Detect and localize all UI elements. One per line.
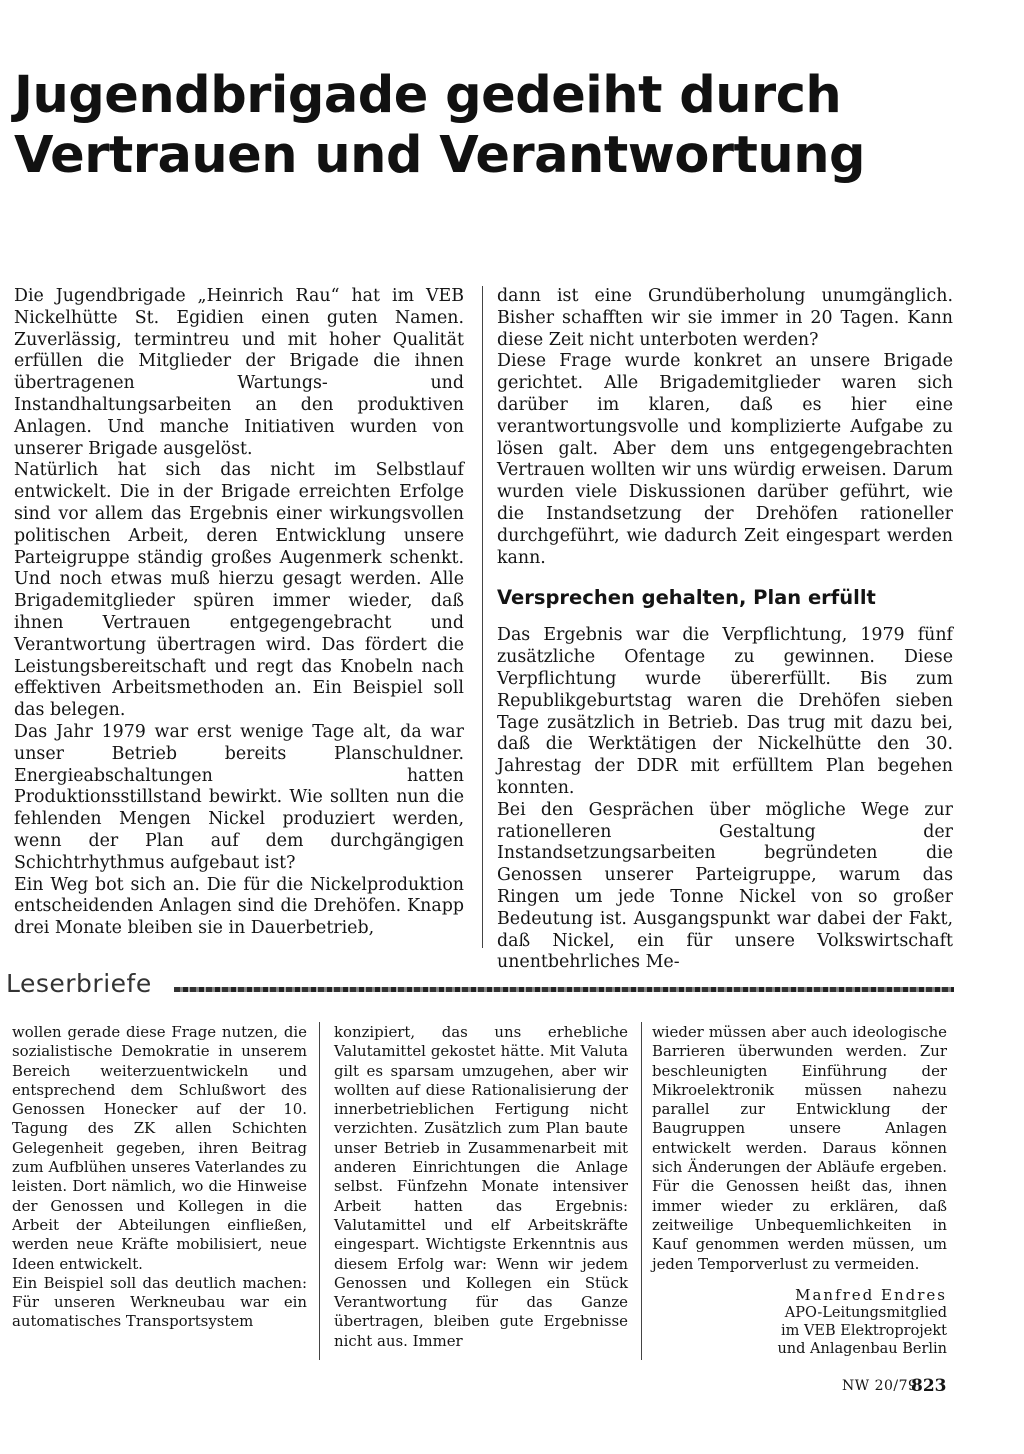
letter-column-1 [12,1023,307,1332]
signature-role: und Anlagenbau Berlin [777,1340,947,1357]
letters-section-title: Leserbriefe [6,969,152,998]
letter-column-3 [652,1023,947,1358]
article-paragraph: dann ist eine Grundüberholung unumgänglich. Bisher schafften wir sie immer in 20 Tagen. Kann diese Zeit nicht unterboten werden? [497,286,953,350]
column-divider [319,1022,320,1360]
signature-name: Manfred Endres [795,1285,947,1304]
article-paragraph: Natürlich hat sich das nicht im Selbstlauf entwickelt. Die in der Brigade erreichten Erfolge sind vor allem das Ergebnis einer wirkungsvollen politischen Arbeit, deren Entwicklung unsere Parteigruppe ständig großes Augenmerk schenkt. Und noch etwas muß hierzu gesagt werden. Alle Brigademitglieder spüren immer wieder, daß ihnen Vertrauen entgegengebracht und Verantwortung übertragen wird. Das fördert die Leistungsbereitschaft und regt das Knobeln nach effektiven Arbeitsmethoden an. Ein Beispiel soll das belegen. [14,460,464,721]
article-subheading: Versprechen gehalten, Plan erfüllt [497,586,876,610]
letter-signature [652,1286,947,1358]
letter-paragraph: Ein Beispiel soll das deutlich machen: Für unseren Werkneubau war ein automatisches Transportsystem [12,1273,307,1331]
article-paragraph: Die Jugendbrigade „Heinrich Rau“ hat im VEB Nickelhütte St. Egidien einen guten Namen. Zuverlässig, termintreu und mit hoher Qualität erfüllen die Mitglieder der Brigade die ihnen übertragenen Wartungs- und Instandhaltungsarbeiten an den produktiven Anlagen. Und manche Initiativen wurden von unserer Brigade ausgelöst. [14,286,464,459]
column-divider [482,286,483,948]
article-column-right [497,286,953,974]
letters-section-rule [174,987,954,992]
article-paragraph: Diese Frage wurde konkret an unsere Brigade gerichtet. Alle Brigademitglieder waren sich darüber im klaren, daß es hier eine verantwortungsvolle und komplizierte Aufgabe zu lösen galt. Aber dem uns entgegengebrachten Vertrauen wollten wir uns würdig erweisen. Darum wurden viele Diskussionen darüber geführt, wie die Instandsetzung der Drehöfen rationeller durchgeführt, wie dadurch Zeit eingespart werden kann. [497,351,953,568]
letter-paragraph: wieder müssen aber auch ideologische Barrieren überwunden werden. Zur beschleunigten Einführung der Mikroelektronik müssen nahezu parallel zur Entwicklung der Baugruppen unsere Anlagen entwickelt werden. Daraus können sich Änderungen der Abläufe ergeben. Für die Genossen heißt das, ihnen immer wieder zu erklären, daß zeitweilige Unbequemlichkeiten in Kauf genommen werden müssen, um jeden Temporverlust zu vermeiden. [652,1023,947,1273]
article-column-left [14,286,464,940]
letter-paragraph: wollen gerade diese Frage nutzen, die sozialistische Demokratie in unserem Bereich weiterzuentwickeln und entsprechend dem Schlußwort des Genossen Honecker auf der 10. Tagung des ZK allen Schichten Gelegenheit gegeben, ihren Beitrag zum Aufblühen unseres Vaterlandes zu leisten. Dort nämlich, wo die Hinweise der Genossen und Kollegen in die Arbeit der Abteilungen einfließen, werden neue Kräfte mobilisiert, neue Ideen entwickelt. [12,1023,307,1273]
article-paragraph: Das Jahr 1979 war erst wenige Tage alt, da war unser Betrieb bereits Planschuldner. Energieabschaltungen hatten Produktionsstillstand bewirkt. Wie sollten nun die fehlenden Mengen Nickel produziert werden, wenn der Plan auf dem durchgängigen Schichtrhythmus aufgebaut ist? [14,721,464,873]
page-number: 823 [911,1376,947,1396]
article-paragraph: Das Ergebnis war die Verpflichtung, 1979 fünf zusätzliche Ofentage zu gewinnen. Diese Verpflichtung wurde übererfüllt. Bis zum Republikgeburtstag waren die Drehöfen sieben Tage zusätzlich in Betrieb. Das trug mit dazu bei, daß die Werktätigen der Nickelhütte den 30. Jahrestag der DDR mit erfülltem Plan begehen konnten. [497,625,953,798]
issue-code: NW 20/79 [842,1378,918,1394]
letter-column-2 [334,1023,628,1351]
headline-line-1: Jugendbrigade gedeiht durch [14,66,842,125]
signature-role: im VEB Elektroprojekt [780,1322,947,1339]
column-divider [641,1022,642,1360]
signature-role: APO-Leitungsmitglied [784,1304,947,1321]
letters-section-header [6,966,956,1006]
article-paragraph: Ein Weg bot sich an. Die für die Nickelproduktion entscheidenden Anlagen sind die Drehöfen. Knapp drei Monate bleiben sie in Dauerbetrieb, [14,874,464,939]
headline-line-2: Vertrauen und Verantwortung [14,126,866,185]
article-headline [14,66,914,186]
letter-paragraph: konzipiert, das uns erhebliche Valutamittel gekostet hätte. Mit Valuta gilt es sparsam umzugehen, aber wir wollten auf diese Rationalisierung der innerbetrieblichen Fertigung nicht verzichten. Zusätzlich zum Plan baute unser Betrieb in Zusammenarbeit mit anderen Einrichtungen die Anlage selbst. Fünfzehn Monate intensiver Arbeit hatten das Ergebnis: Valutamittel und elf Arbeitskräfte eingespart. Wichtigste Erkenntnis aus diesem Erfolg war: Wenn wir jedem Genossen und Kollegen ein Stück Verantwortung für das Ganze übertragen, bleiben gute Ergebnisse nicht aus. Immer [334,1023,628,1350]
article-paragraph: Bei den Gesprächen über mögliche Wege zur rationelleren Gestaltung der Instandsetzungsarbeiten begründeten die Genossen unserer Parteigruppe, warum das Ringen um jede Tonne Nickel von so großer Bedeutung ist. Ausgangspunkt war dabei der Fakt, daß Nickel, ein für unsere Volkswirtschaft unentbehrliches Me- [497,799,953,973]
